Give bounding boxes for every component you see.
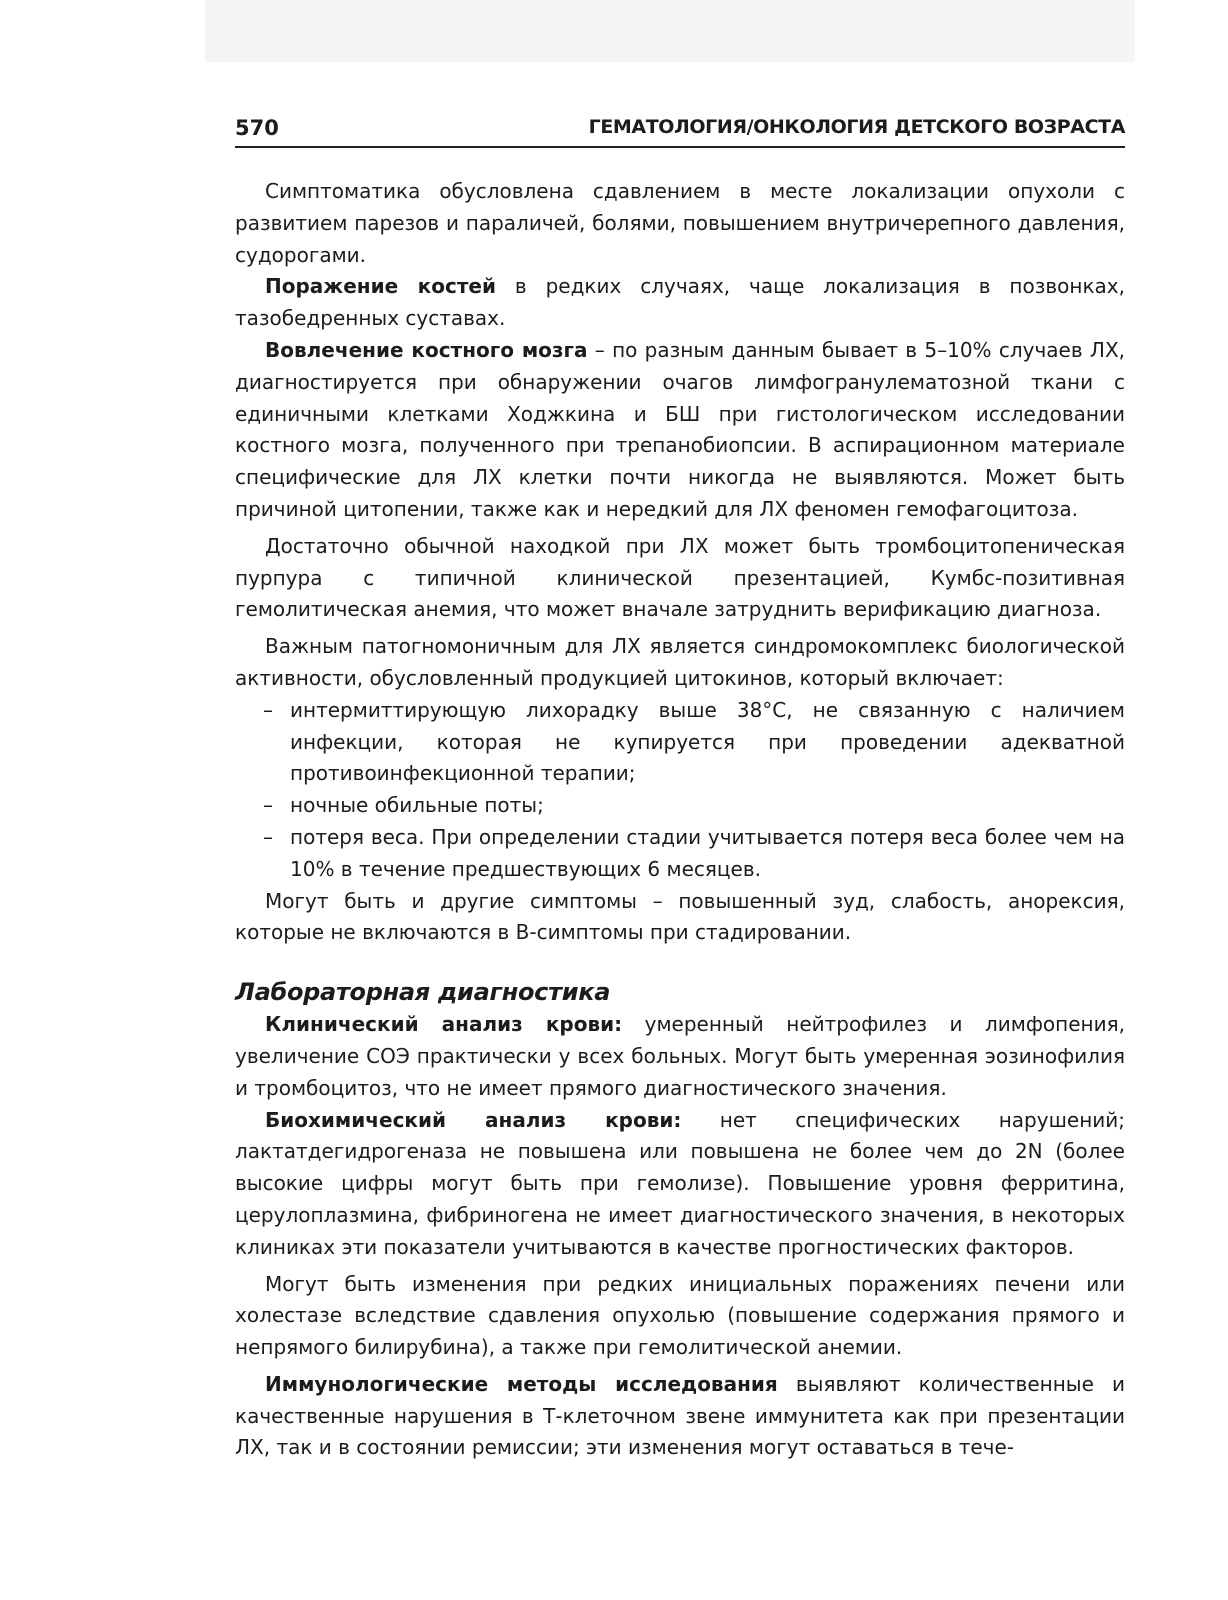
dash-bullet: – <box>263 697 273 722</box>
paragraph-other-symptoms: Могут быть и другие симптомы – повышенный зуд, слабость, анорексия, которые не включаются в В-симптомы при стадировании. <box>235 888 1125 945</box>
paragraph-immunology: Иммунологические методы исследования выявляют количественные и качественные нарушения в Т-клеточном звене иммунитета как при презентации ЛХ, так и в состоянии ремиссии; эти изменения могут оставаться в тече- <box>235 1371 1125 1460</box>
paragraph-biochemistry: Биохимический анализ крови: нет специфических нарушений; лактатдегидрогеназа не повышена или повышена не более чем до 2N (более высокие цифры могут быть при гемолизе). Повышение уровня ферритина, церулоплазмина, фибриногена не имеет диагностического значения, в некоторых клиниках эти показатели учитываются в качестве прогностических факторов. <box>235 1107 1125 1259</box>
paragraph-bone-marrow: Вовлечение костного мозга – по разным данным бывает в 5–10% случаев ЛХ, диагностируется при обнаружении очагов лимфогранулематозной ткани с единичными клетками Ходжкина и БШ при гистологическом исследовании костного мозга, полученного при трепанобиопсии. В аспирационном материале специфические для ЛХ клетки почти никогда не выявляются. Может быть причиной цитопении, также как и нередкий для ЛХ феномен гемофагоцитоза. <box>235 337 1125 521</box>
list-item: – ночные обильные поты; <box>235 790 1125 822</box>
page-header <box>235 116 1125 148</box>
paragraph-symptoms: Симптоматика обусловлена сдавлением в месте локализации опухоли с развитием парезов и параличей, болями, повышением внутричерепного давления, судорогами. <box>235 179 1125 267</box>
symptom-list <box>235 695 1125 886</box>
page-number: 570 <box>235 116 279 140</box>
paragraph-blood-count: Клинический анализ крови: умеренный нейтрофилез и лимфопения, увеличение СОЭ практически у всех больных. Могут быть умеренная эозинофилия и тромбоцитоз, что не имеет прямого диагностического значения. <box>235 1012 1125 1100</box>
section-title: Лабораторная диагностика <box>235 978 611 1007</box>
paragraph-purpura: Достаточно обычной находкой при ЛХ может быть тромбоцитопеническая пурпура с типичной клинической презентацией, Кумбс-позитивная гемолитическая анемия, что может вначале затруднить верификацию диагноза. <box>235 533 1125 622</box>
term-bone-marrow: Вовлечение костного мозга <box>265 337 588 362</box>
running-head: ГЕМАТОЛОГИЯ/ОНКОЛОГИЯ ДЕТСКОГО ВОЗРАСТА <box>588 116 1125 138</box>
dash-bullet: – <box>263 824 273 849</box>
term-immunology: Иммунологические методы исследования <box>265 1371 778 1396</box>
scan-edge-shadow <box>205 0 1135 62</box>
paragraph-bone-lesions: Поражение костей в редких случаях, чаще локализация в позвонках, тазобедренных суставах. <box>235 274 1125 331</box>
page-body <box>235 176 1125 1464</box>
list-item: – интермиттирующую лихорадку выше 38°С, не связанную с наличием инфекции, которая не купируется при проведении адекватной противоинфекционной терапии; <box>235 695 1125 790</box>
paragraph-biological-activity: Важным патогномоничным для ЛХ является синдромокомплекс биологической активности, обусловленный продукцией цитокинов, который включает: <box>235 634 1125 690</box>
list-item: – потеря веса. При определении стадии учитывается потеря веса более чем на 10% в течение предшествующих 6 месяцев. <box>235 822 1125 886</box>
paragraph-liver-changes: Могут быть изменения при редких инициальных поражениях печени или холестазе вследствие сдавления опухолью (повышение содержания прямого и непрямого билирубина), а также при гемолитической анемии. <box>235 1271 1125 1360</box>
term-bone-lesions: Поражение костей <box>265 274 496 299</box>
term-blood-count: Клинический анализ крови: <box>265 1012 623 1037</box>
term-biochemistry: Биохимический анализ крови: <box>265 1107 682 1132</box>
dash-bullet: – <box>263 793 273 818</box>
